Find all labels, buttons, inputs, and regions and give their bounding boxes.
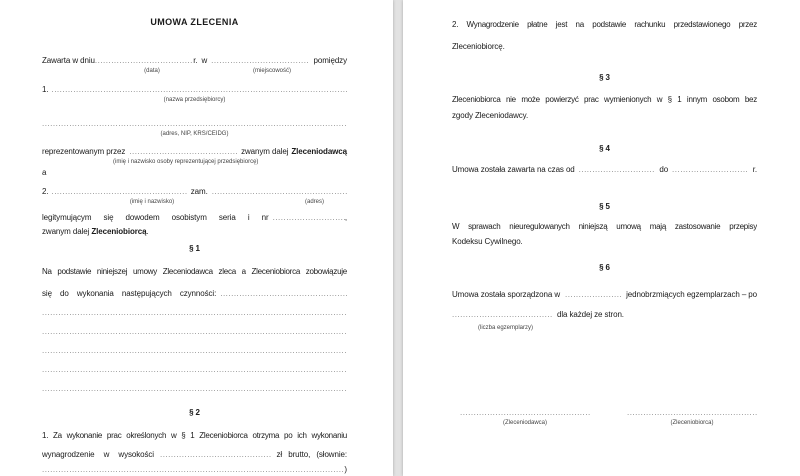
company-address-label: (adres, NIP, KRS/CEIDG) (160, 131, 229, 137)
section2-line2-start: wynagrodzenie w wysokości (42, 450, 154, 459)
representative-label-row (42, 158, 347, 166)
section4-line (452, 163, 757, 176)
representative-fill-in (129, 145, 237, 158)
id-number-fill-in (273, 211, 345, 224)
date-from-fill-in (579, 163, 656, 176)
party2-name-label: (imię i nazwisko) (129, 199, 175, 205)
intro-line (42, 54, 347, 67)
representative-line (42, 145, 347, 158)
salary-words-fill-in (42, 463, 344, 476)
section3-line1: Zleceniobiorca nie może powierzyć prac wymienionych w § 1 innym osobom bez (452, 95, 757, 104)
section2-line3-end: ) (344, 465, 347, 474)
signature-line-right (627, 408, 757, 418)
section3-heading: § 3 (599, 73, 610, 82)
called-prefix-2: zwanym dalej (42, 227, 90, 236)
section4-start: Umowa została zawarta na czas od (452, 165, 575, 174)
representative-label: (imię i nazwisko osoby reprezentującej przedsiębiorcę) (113, 159, 259, 165)
section2-line2-end: zł brutto, (słownie: (276, 450, 347, 459)
party2-address-label: (adres) (304, 199, 324, 205)
copies-label: (liczba egzemplarzy) (478, 325, 534, 331)
section6-middle: jednobrzmiących egzemplarzach – po (626, 290, 757, 299)
tasks-fill-in-5 (42, 383, 347, 395)
section2-line3 (42, 463, 347, 476)
document-title: UMOWA ZLECENIA (150, 17, 239, 27)
section5-heading: § 5 (599, 202, 610, 211)
section6-end: dla każdej ze stron. (557, 310, 624, 319)
section4-year-abbr: r. (752, 165, 757, 174)
section2-heading: § 2 (189, 408, 200, 417)
tasks-fill-in-4 (42, 364, 347, 376)
date-fill-in (95, 54, 193, 67)
section6-start: Umowa została sporządzona w (452, 290, 561, 299)
section6-heading: § 6 (599, 263, 610, 272)
tasks-fill-in-2 (42, 326, 347, 338)
party2-labels (42, 198, 347, 206)
copies-fill-in-2 (452, 308, 552, 321)
section2-line1: 1. Za wykonanie prac określonych w § 1 Zleceniobiorca otrzyma po ich wykonaniu (42, 431, 347, 440)
party2-address-fill-in (212, 185, 347, 198)
intro-between-word: pomiędzy (313, 56, 347, 65)
section1-line1: Na podstawie niniejszej umowy Zleceniodawca zleca a Zleceniobiorca zobowiązuje (42, 267, 347, 276)
page-2 (403, 0, 800, 476)
salary-amount-fill-in (160, 448, 271, 461)
called-period: . (146, 227, 149, 236)
signature-label-left: (Zleceniodawca) (502, 420, 548, 426)
section2-line2 (42, 448, 347, 461)
id-document-text: legitymującym się dowodem osobistym seria i nr (42, 213, 269, 222)
company-label: (nazwa przedsiębiorcy) (163, 97, 226, 103)
place-label: (miejscowość) (252, 68, 291, 74)
intro-year-abbr: r. (193, 56, 198, 65)
section1-line2-text: się do wykonania następujących czynności: (42, 289, 217, 298)
signature-label-right: (Zleceniobiorca) (670, 420, 714, 426)
signature-zleceniobiorca (627, 408, 757, 427)
signature-line-left (460, 408, 590, 418)
residing-abbr: zam. (190, 187, 208, 196)
party1-number: 1. (42, 85, 49, 94)
section6-line2 (452, 308, 757, 321)
party1-name-line (42, 83, 347, 96)
date-to-fill-in (672, 163, 749, 176)
copies-label-row (452, 324, 757, 332)
section1-line2 (42, 287, 347, 300)
represented-by-text: reprezentowanym przez (42, 147, 126, 156)
section4-heading: § 4 (599, 144, 610, 153)
party2-line (42, 185, 347, 198)
id-document-line (42, 211, 347, 224)
zleceniodawca-term: Zleceniodawcą (291, 147, 347, 156)
called-zleceniobiorca-line (42, 225, 347, 238)
section2-cont-line2: Zleceniobiorcę. (452, 42, 505, 51)
date-label: (data) (144, 68, 160, 74)
id-comma: , (344, 213, 347, 222)
company-name-fill-in (51, 83, 347, 96)
intro-labels (42, 67, 347, 75)
section5-line2: Kodeksu Cywilnego. (452, 237, 523, 246)
section2-cont-line1: 2. Wynagrodzenie płatne jest na podstawie rachunku przedstawionego przez (452, 20, 757, 29)
section6-line1 (452, 288, 757, 301)
copies-count-fill-in (565, 288, 621, 301)
party2-number: 2. (42, 187, 49, 196)
zleceniobiorca-term: Zleceniobiorcą (91, 227, 147, 236)
section5-line1: W sprawach nieuregulowanych niniejszą umową mają zastosowanie przepisy (452, 222, 757, 231)
tasks-fill-in-3 (42, 345, 347, 357)
conjunction-a: a (42, 168, 47, 177)
signature-zleceniodawca (460, 408, 590, 427)
tasks-fill-in-0 (220, 287, 347, 300)
intro-opening: Zawarta w dniu (42, 56, 95, 65)
party1-address-line (42, 117, 347, 130)
place-fill-in (211, 54, 309, 67)
page-1 (0, 0, 393, 476)
tasks-fill-in-1 (42, 307, 347, 319)
section3-line2: zgody Zleceniodawcy. (452, 111, 529, 120)
company-address-fill-in (42, 117, 347, 130)
section1-heading: § 1 (189, 244, 200, 253)
section4-to-word: do (659, 165, 669, 174)
intro-in-word: w (201, 56, 208, 65)
called-prefix-1: zwanym dalej (241, 147, 289, 156)
party2-name-fill-in (51, 185, 186, 198)
signatures-row (452, 408, 757, 427)
